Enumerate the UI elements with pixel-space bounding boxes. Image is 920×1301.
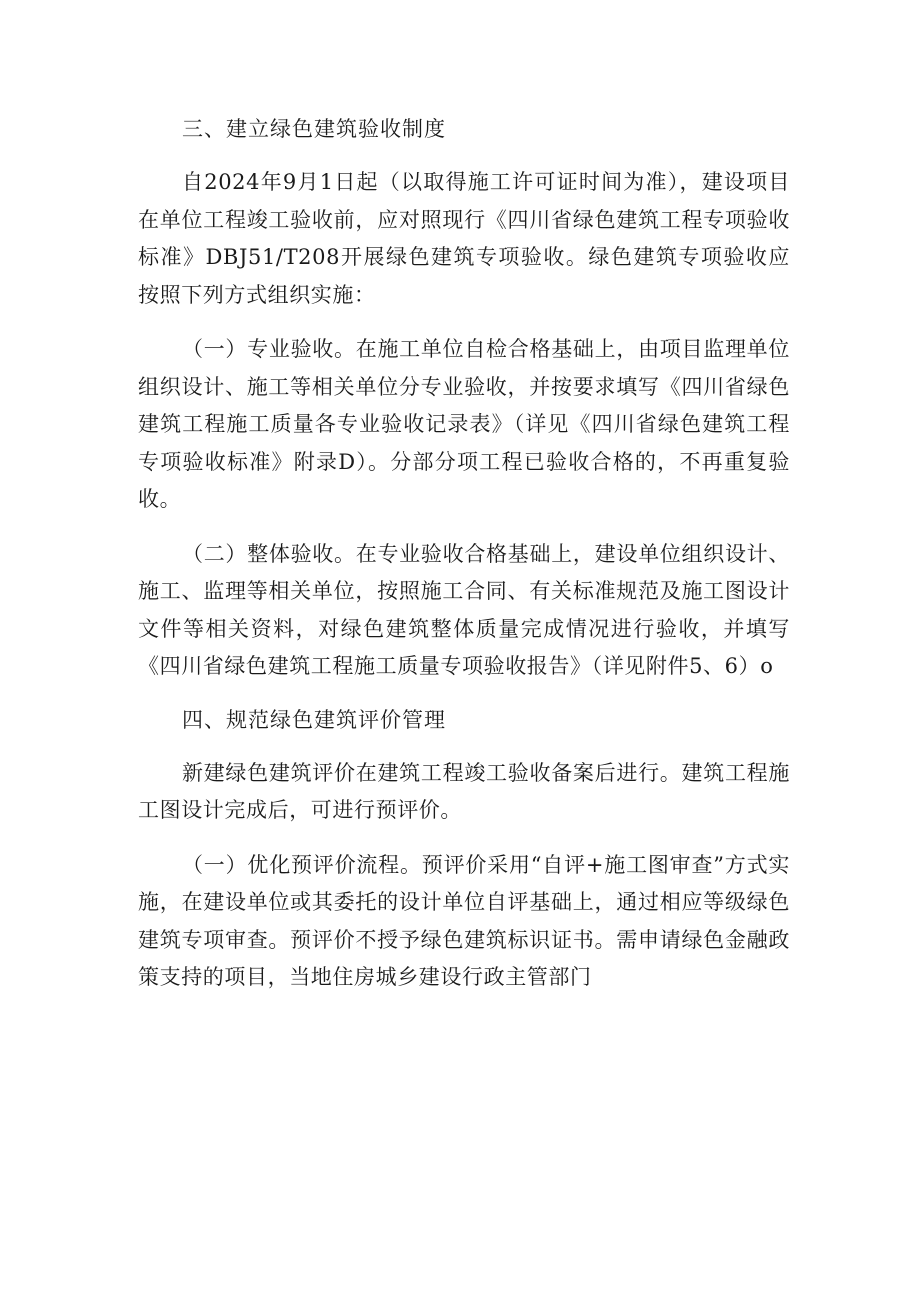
paragraph-professional-acceptance: （一）专业验收。在施工单位自检合格基础上，由项目监理单位组织设计、施工等相关单位分专业验收，并按要求填写《四川省绿色建筑工程施工质量各专业验收记录表》（详见《四川省绿色建筑工程专项验收标准》附录D）。分部分项工程已验收合格的，不再重复验收。	[138, 337, 790, 511]
paragraph-pre-evaluation: （一）优化预评价流程。预评价采用“自评+施工图审查”方式实施，在建设单位或其委托的设计单位自评基础上，通过相应等级绿色建筑专项审查。预评价不授予绿色建筑标识证书。需申请绿色金融政策支持的项目，当地住房城乡建设行政主管部门	[138, 852, 790, 989]
paragraph-evaluation-intro: 新建绿色建筑评价在建筑工程竣工验收备案后进行。建筑工程施工图设计完成后，可进行预评价。	[138, 760, 790, 822]
paragraph-overall-acceptance: （二）整体验收。在专业验收合格基础上，建设单位组织设计、施工、监理等相关单位，按照施工合同、有关标准规范及施工图设计文件等相关资料，对绿色建筑整体质量完成情况进行验收，并填写《四川省绿色建筑工程施工质量专项验收报告》（详见附件5、6）o	[138, 541, 790, 678]
paragraph-acceptance-intro: 自2024年9月1日起（以取得施工许可证时间为准），建设项目在单位工程竣工验收前，应对照现行《四川省绿色建筑工程专项验收标准》DBJ51/T208开展绿色建筑专项验收。绿色建筑专项验收应按照下列方式组织实施：	[138, 170, 790, 307]
section-heading-evaluation-management: 四、规范绿色建筑评价管理	[182, 707, 446, 732]
document-body	[138, 112, 790, 1014]
section-heading-acceptance-system: 三、建立绿色建筑验收制度	[182, 117, 446, 141]
